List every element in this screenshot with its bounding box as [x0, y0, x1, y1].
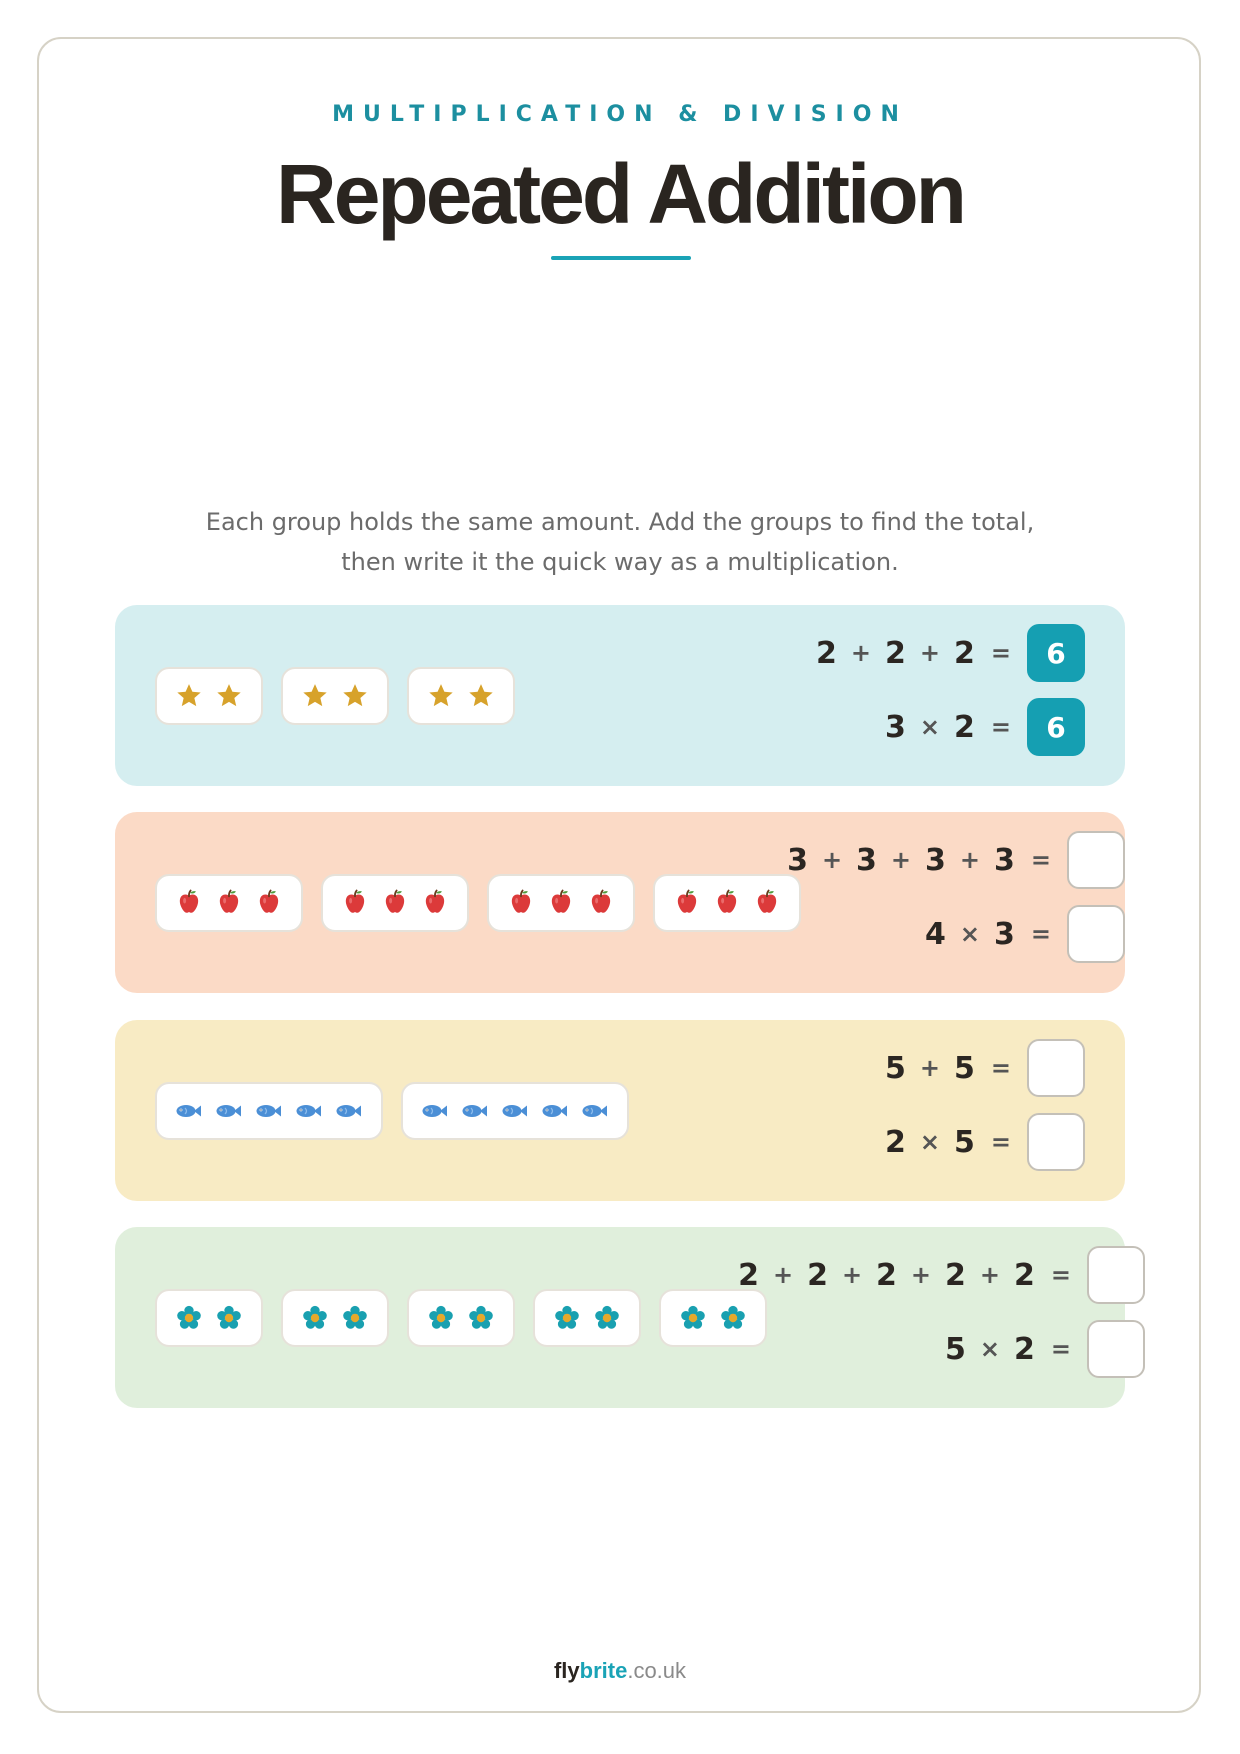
- number: 5: [954, 1124, 975, 1160]
- number: 3: [885, 709, 906, 745]
- plus-sign: +: [910, 1261, 932, 1289]
- object-groups: [155, 812, 801, 993]
- object-group: [487, 874, 635, 932]
- object-group: [281, 1289, 389, 1347]
- equals-sign: =: [1030, 846, 1051, 874]
- addition-equation: [738, 1245, 1145, 1305]
- worksheet-subtitle: MULTIPLICATION & DIVISION: [332, 102, 908, 127]
- brand-fly: fly: [553, 1658, 580, 1683]
- star-icon: [341, 682, 369, 710]
- equals-sign: =: [990, 639, 1011, 667]
- multiplication-equation: [945, 1319, 1145, 1379]
- star-icon: [175, 682, 203, 710]
- plus-sign: +: [919, 1054, 941, 1082]
- flower-icon: [719, 1304, 747, 1332]
- fish-icon: [335, 1103, 363, 1119]
- answer-box[interactable]: [1067, 905, 1125, 963]
- number: 3: [994, 916, 1015, 952]
- apple-icon: [753, 888, 781, 918]
- flower-icon: [593, 1304, 621, 1332]
- object-group: [155, 667, 263, 725]
- number: 2: [1014, 1257, 1035, 1293]
- object-groups: [155, 1227, 767, 1408]
- flower-icon: [215, 1304, 243, 1332]
- answer-box[interactable]: [1067, 831, 1125, 889]
- fish-icon: [541, 1103, 569, 1119]
- fish-icon: [215, 1103, 243, 1119]
- equals-sign: =: [990, 713, 1011, 741]
- number: 3: [787, 842, 808, 878]
- brand-brite: brite: [579, 1658, 628, 1683]
- answer-box[interactable]: [1087, 1320, 1145, 1378]
- plus-sign: +: [890, 846, 912, 874]
- object-group: [401, 1082, 629, 1140]
- number: 5: [954, 1050, 975, 1086]
- answer-box[interactable]: [1027, 1113, 1085, 1171]
- fish-icon: [501, 1103, 529, 1119]
- apple-icon: [507, 888, 535, 918]
- apple-icon: [175, 888, 203, 918]
- object-group: [321, 874, 469, 932]
- fish-icon: [581, 1103, 609, 1119]
- multiplication-equation: [925, 904, 1125, 964]
- object-group: [155, 874, 303, 932]
- exercise-card: [115, 605, 1125, 786]
- times-sign: ×: [919, 713, 941, 741]
- exercise-card: [115, 1020, 1125, 1201]
- apple-icon: [421, 888, 449, 918]
- plus-sign: +: [850, 639, 872, 667]
- addition-equation: [787, 830, 1125, 890]
- number: 5: [885, 1050, 906, 1086]
- equals-sign: =: [990, 1128, 1011, 1156]
- equals-sign: =: [1050, 1335, 1071, 1363]
- number: 3: [925, 842, 946, 878]
- answer-box[interactable]: [1027, 1039, 1085, 1097]
- flower-icon: [175, 1304, 203, 1332]
- star-icon: [215, 682, 243, 710]
- times-sign: ×: [959, 920, 981, 948]
- plus-sign: +: [841, 1261, 863, 1289]
- multiplication-equation: [885, 697, 1085, 757]
- star-icon: [467, 682, 495, 710]
- plus-sign: +: [979, 1261, 1001, 1289]
- footer-brand: [0, 1658, 1240, 1684]
- flower-icon: [341, 1304, 369, 1332]
- addition-equation: [885, 1038, 1085, 1098]
- instructions-line-2: then write it the quick way as a multiplication.: [341, 548, 899, 576]
- plus-sign: +: [959, 846, 981, 874]
- star-icon: [427, 682, 455, 710]
- answer-box-filled: 6: [1027, 624, 1085, 682]
- number: 4: [925, 916, 946, 952]
- object-group: [407, 667, 515, 725]
- answer-box-filled: 6: [1027, 698, 1085, 756]
- number: 2: [885, 1124, 906, 1160]
- title-underline: [551, 256, 691, 260]
- object-groups: [155, 1020, 629, 1201]
- equals-sign: =: [1030, 920, 1051, 948]
- fish-icon: [461, 1103, 489, 1119]
- multiplication-equation: [885, 1112, 1085, 1172]
- number: 2: [945, 1257, 966, 1293]
- number: 2: [807, 1257, 828, 1293]
- plus-sign: +: [821, 846, 843, 874]
- apple-icon: [341, 888, 369, 918]
- object-group: [281, 667, 389, 725]
- times-sign: ×: [919, 1128, 941, 1156]
- object-group: [407, 1289, 515, 1347]
- instructions: [120, 502, 1120, 582]
- flower-icon: [467, 1304, 495, 1332]
- number: 3: [856, 842, 877, 878]
- equals-sign: =: [990, 1054, 1011, 1082]
- fish-icon: [175, 1103, 203, 1119]
- flower-icon: [553, 1304, 581, 1332]
- flower-icon: [301, 1304, 329, 1332]
- apple-icon: [381, 888, 409, 918]
- apple-icon: [673, 888, 701, 918]
- brand-domain: .co.uk: [627, 1658, 687, 1683]
- plus-sign: +: [919, 639, 941, 667]
- number: 2: [816, 635, 837, 671]
- fish-icon: [421, 1103, 449, 1119]
- exercise-card: [115, 812, 1125, 993]
- star-icon: [301, 682, 329, 710]
- equals-sign: =: [1050, 1261, 1071, 1289]
- number: 2: [954, 709, 975, 745]
- number: 2: [738, 1257, 759, 1293]
- exercise-card: [115, 1227, 1125, 1408]
- apple-icon: [255, 888, 283, 918]
- number: 3: [994, 842, 1015, 878]
- number: 2: [885, 635, 906, 671]
- apple-icon: [547, 888, 575, 918]
- number: 2: [876, 1257, 897, 1293]
- apple-icon: [215, 888, 243, 918]
- fish-icon: [295, 1103, 323, 1119]
- apple-icon: [587, 888, 615, 918]
- object-group: [653, 874, 801, 932]
- object-groups: [155, 605, 515, 786]
- number: 2: [954, 635, 975, 671]
- number: 5: [945, 1331, 966, 1367]
- flower-icon: [427, 1304, 455, 1332]
- instructions-line-1: Each group holds the same amount. Add the groups to find the total,: [205, 508, 1035, 536]
- number: 2: [1014, 1331, 1035, 1367]
- apple-icon: [713, 888, 741, 918]
- addition-equation: [816, 623, 1085, 683]
- worksheet-title: Repeated Addition: [276, 147, 964, 241]
- answer-box[interactable]: [1087, 1246, 1145, 1304]
- flower-icon: [679, 1304, 707, 1332]
- object-group: [155, 1082, 383, 1140]
- times-sign: ×: [979, 1335, 1001, 1363]
- object-group: [533, 1289, 641, 1347]
- plus-sign: +: [772, 1261, 794, 1289]
- object-group: [155, 1289, 263, 1347]
- fish-icon: [255, 1103, 283, 1119]
